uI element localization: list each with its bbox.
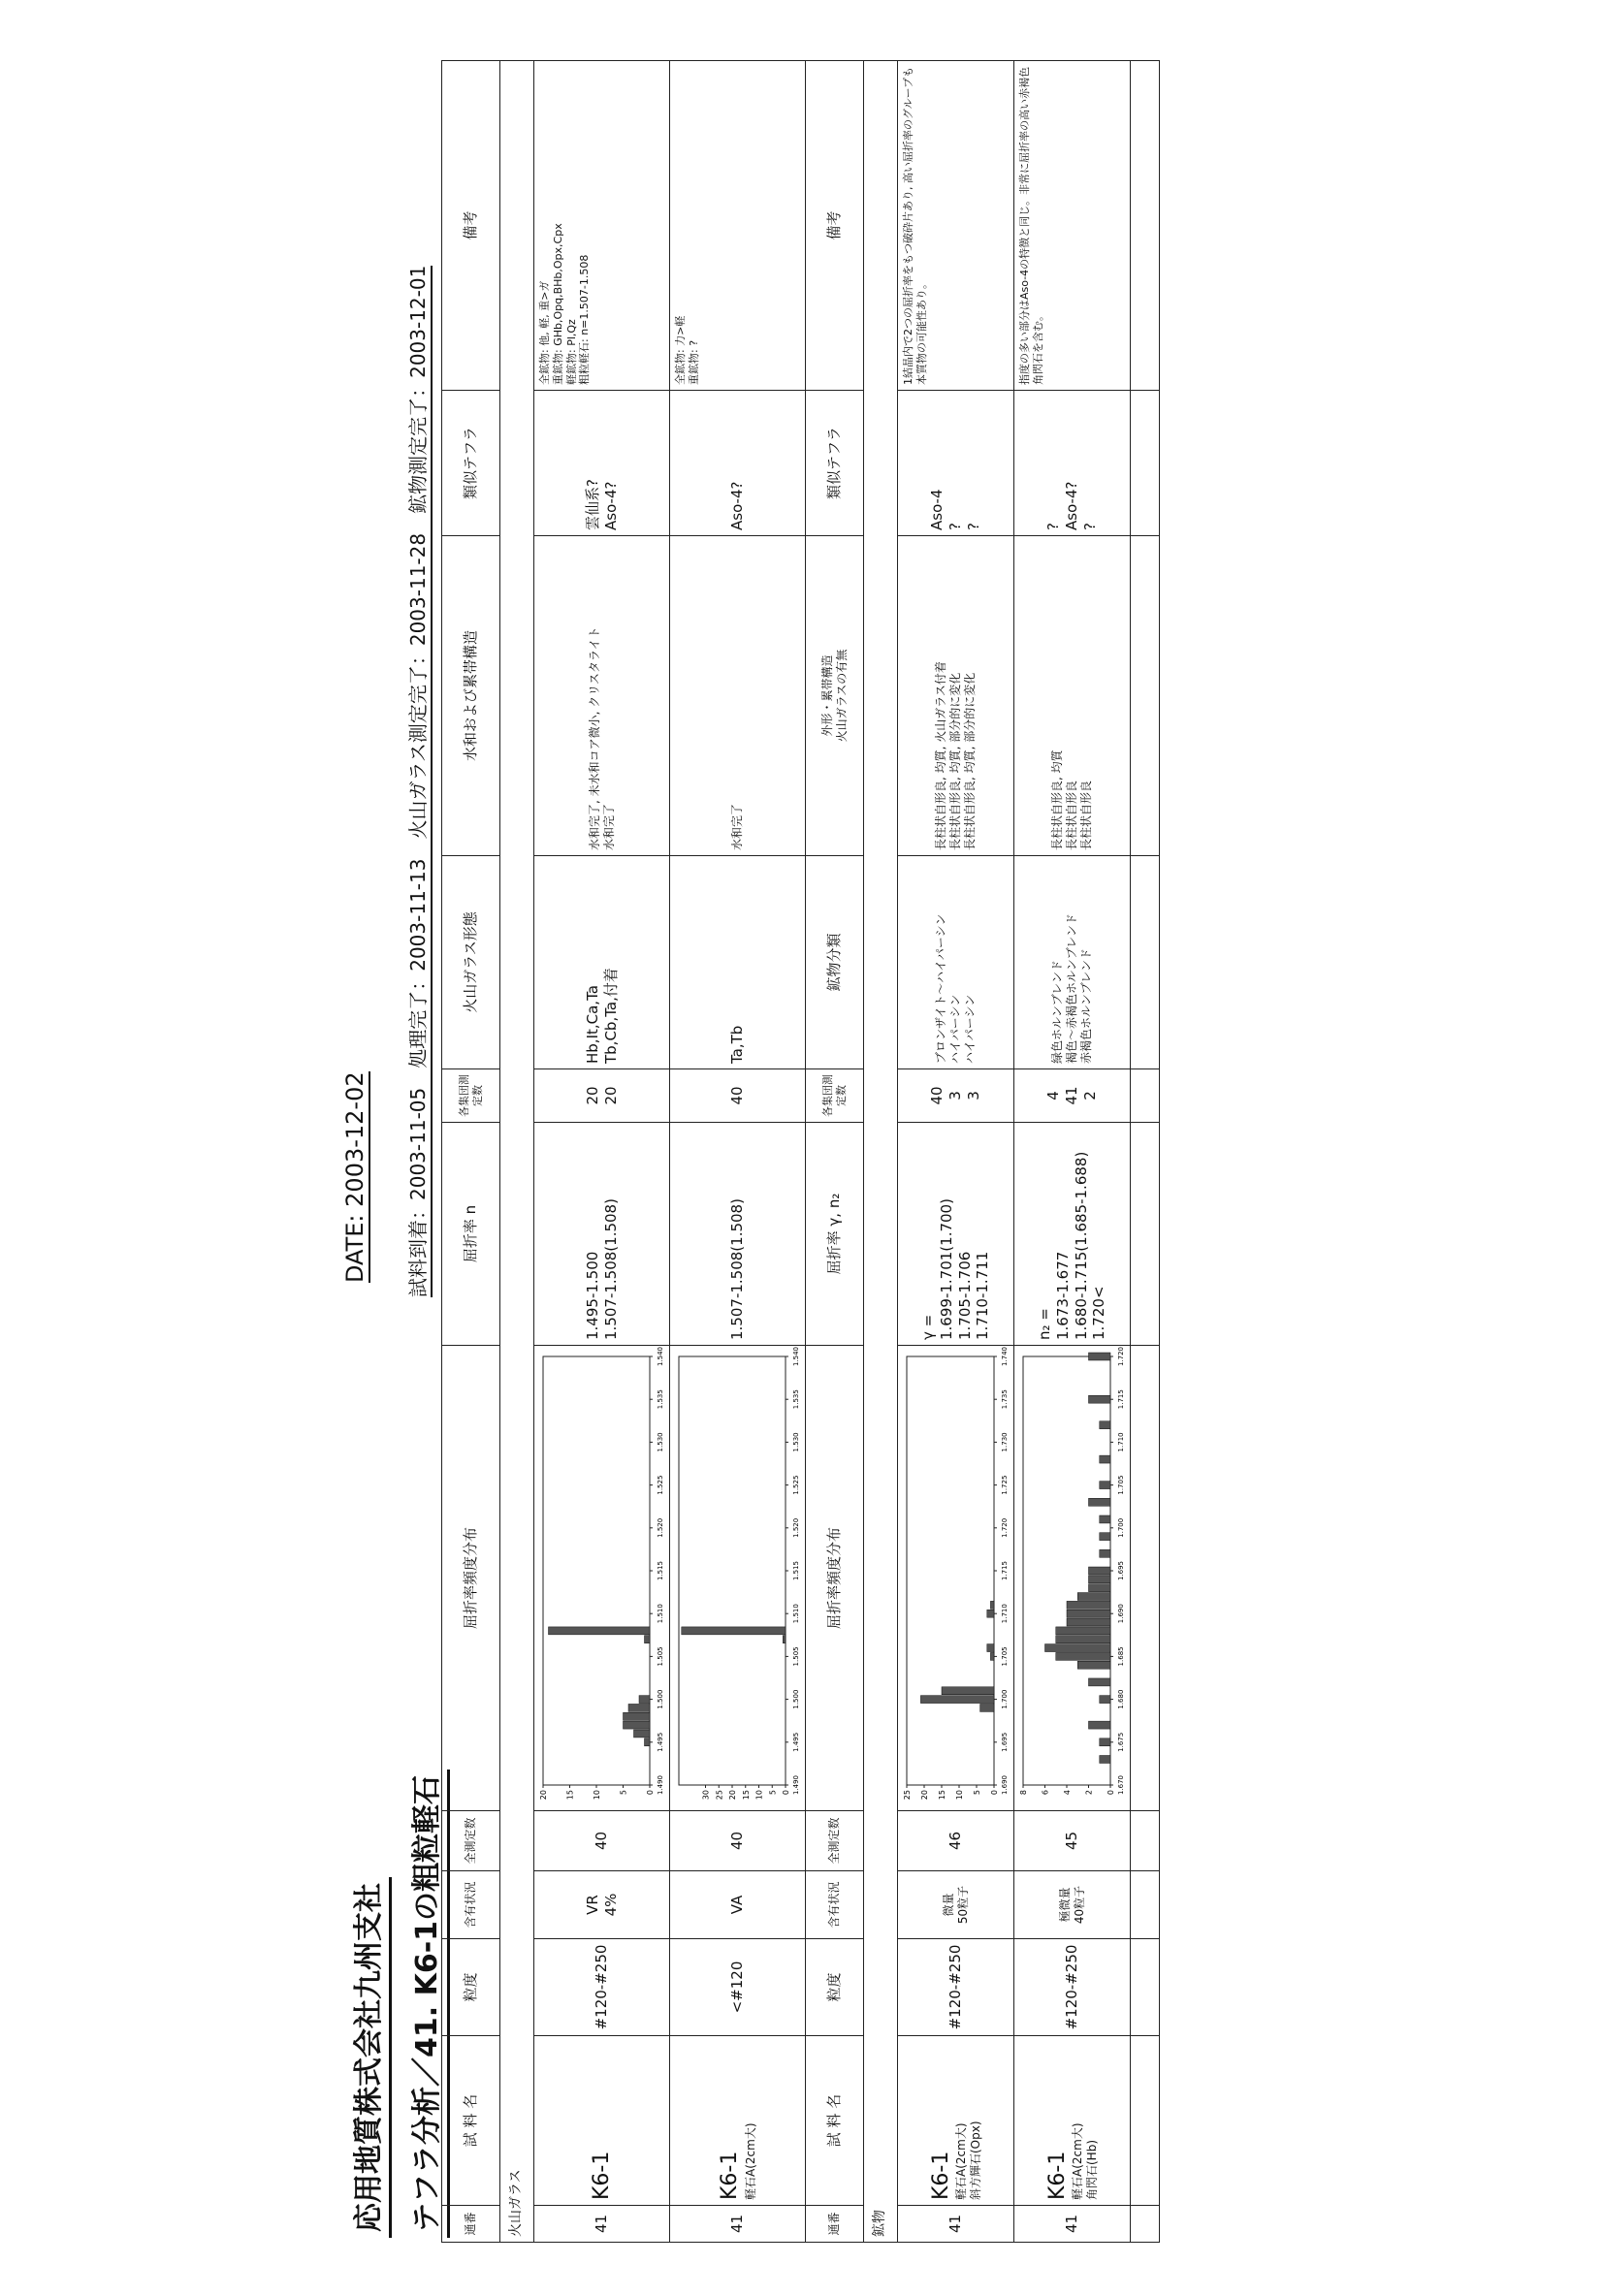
x-tick-label: 1.515	[656, 1560, 664, 1581]
y-tick-label: 0	[645, 1790, 655, 1796]
histogram-bar	[1088, 1576, 1110, 1583]
header-cell: 類似テフラ	[806, 391, 864, 536]
histogram-bar	[1088, 1567, 1110, 1575]
histogram-bar	[986, 1610, 993, 1617]
histogram-cell	[670, 1346, 806, 1811]
x-tick-label: 1.540	[656, 1347, 664, 1367]
histogram-bar	[639, 1696, 650, 1704]
sample-name: K6-1	[589, 2151, 614, 2200]
histogram-bar	[644, 1738, 650, 1746]
header-cell: 屈折率 γ, n₂	[806, 1123, 864, 1346]
y-tick-label: 25	[902, 1790, 912, 1801]
row-no: 41	[898, 2206, 1014, 2243]
header-cell: 試 料 名	[806, 2036, 864, 2206]
sample-subname: 軽石A(2cm大) 角閃石(Hb)	[1071, 2122, 1100, 2200]
x-tick-label: 1.735	[1000, 1389, 1009, 1410]
header-cell: 粒度	[442, 1939, 500, 2036]
x-tick-label: 1.490	[791, 1774, 800, 1796]
total-count: 45	[1014, 1811, 1131, 1871]
histogram-chart	[899, 1347, 1013, 1810]
refractive-index: γ = 1.699-1.701(1.700) 1.705-1.706 1.710-1.711	[898, 1123, 1014, 1346]
histogram-bar	[623, 1712, 650, 1720]
section-row	[864, 61, 898, 2243]
row-no: 41	[534, 2206, 670, 2243]
table-row	[670, 61, 806, 2243]
header-cell: 各集団測定数	[806, 1069, 864, 1123]
x-tick-label: 1.495	[791, 1732, 800, 1752]
x-tick-label: 1.695	[1116, 1560, 1125, 1581]
report-date: DATE: 2003-12-02	[341, 1071, 369, 1283]
process-dates: 試料到着：2003-11-05 処理完了：2003-11-13 火山ガラス測定完了：2003-11-28 鉱物測定完了：2003-12-01	[402, 266, 433, 1297]
similar-tephra: Aso-4?	[670, 391, 806, 536]
zoning: 長柱状自形良, 均質, 火山ガラス付着 長柱状自形良, 均質, 部分的に変化 長柱状自形良, 均質, 部分的に変化	[898, 536, 1014, 856]
histogram-bar	[1088, 1584, 1110, 1592]
histogram-bar	[1067, 1610, 1110, 1617]
y-tick-label: 5	[619, 1790, 627, 1796]
header-cell: 鉱物分類	[806, 856, 864, 1069]
remarks: 全鉱物: 力>軽 重鉱物: ?	[670, 61, 806, 391]
y-tick-label: 2	[1084, 1790, 1093, 1796]
histogram-bar	[1067, 1618, 1110, 1626]
x-tick-label: 1.535	[791, 1389, 800, 1410]
histogram-bar	[548, 1627, 650, 1635]
x-tick-label: 1.670	[1116, 1774, 1125, 1796]
histogram-bar	[1099, 1533, 1109, 1541]
histogram-bar	[681, 1627, 785, 1635]
histogram-chart	[671, 1347, 805, 1810]
histogram-bar	[1088, 1498, 1110, 1506]
mineral-class: ブロンザイト〜ハイパーシン ハイパーシン ハイパーシン	[898, 856, 1014, 1069]
x-tick-label: 1.685	[1116, 1646, 1125, 1667]
histogram-bar	[783, 1636, 786, 1643]
y-tick-label: 0	[989, 1790, 999, 1796]
histogram-cell	[534, 1346, 670, 1811]
group-counts: 40	[670, 1069, 806, 1123]
x-tick-label: 1.520	[791, 1517, 800, 1538]
header-cell: 含有状況	[442, 1871, 500, 1939]
row-no: 41	[1014, 2206, 1131, 2243]
header-cell: 通番	[442, 2206, 500, 2243]
sample-name: K6-1	[1044, 2151, 1070, 2200]
sample-name-cell	[534, 2036, 670, 2206]
header-cell: 類似テフラ	[442, 391, 500, 536]
x-tick-label: 1.700	[1116, 1517, 1125, 1538]
content-status: 極微量 40粒子	[1014, 1871, 1131, 1939]
group-counts: 4 41 2	[1014, 1069, 1131, 1123]
header-cell: 全測定数	[442, 1811, 500, 1871]
y-tick-label: 0	[1106, 1790, 1115, 1796]
histogram-bar	[1099, 1421, 1109, 1429]
histogram-chart	[535, 1347, 669, 1810]
mineral-header-row	[806, 61, 864, 2243]
histogram-bar	[1099, 1738, 1109, 1746]
content-status: 微量 50粒子	[898, 1871, 1014, 1939]
row-no: 41	[670, 2206, 806, 2243]
x-tick-label: 1.510	[791, 1604, 800, 1624]
histogram-bar	[1099, 1756, 1109, 1764]
x-tick-label: 1.525	[791, 1475, 800, 1495]
histogram-bar	[1044, 1644, 1110, 1652]
sample-name-cell	[1014, 2036, 1131, 2206]
sample-name-cell	[670, 2036, 806, 2206]
histogram-bar	[1055, 1636, 1109, 1643]
header-cell: 屈折率頻度分布	[806, 1346, 864, 1811]
x-tick-label: 1.720	[1116, 1347, 1125, 1367]
total-count: 40	[670, 1811, 806, 1871]
y-tick-label: 0	[781, 1790, 790, 1796]
sample-name: K6-1	[718, 2151, 743, 2200]
empty-row	[1131, 61, 1160, 2243]
section-label: 火山ガラス	[500, 61, 534, 2243]
group-counts: 20 20	[534, 1069, 670, 1123]
histogram-bar	[990, 1601, 994, 1609]
header-cell: 備考	[806, 61, 864, 391]
header-cell: 試 料 名	[442, 2036, 500, 2206]
refractive-index: 1.507-1.508(1.508)	[670, 1123, 806, 1346]
section-row	[500, 61, 534, 2243]
plot-frame	[543, 1356, 650, 1785]
remarks: 全鉱物: 他, 軽, 重>ガ 重鉱物: GHb,Opq,BHb,Opx,Cpx 軽鉱物: Pl,Qz 粗粒軽石: n=1.507-1.508	[534, 61, 670, 391]
x-tick-label: 1.720	[1000, 1517, 1009, 1538]
refractive-index: n₂ = 1.673-1.677 1.680-1.715(1.685-1.688) 1.720<	[1014, 1123, 1131, 1346]
header-cell: 備考	[442, 61, 500, 391]
histogram-bar	[623, 1721, 650, 1729]
y-tick-label: 30	[701, 1790, 710, 1801]
header-cell: 水和および累帯構造	[442, 536, 500, 856]
hydration: 水和完了, 未水和コア微小, クリスタライト 水和完了	[534, 536, 670, 856]
header-cell: 外形・累帯構造 火山ガラスの有無	[806, 536, 864, 856]
histogram-bar	[1099, 1549, 1109, 1557]
grain-size: #120-#250	[898, 1939, 1014, 2036]
table-row	[898, 61, 1014, 2243]
histogram-bar	[979, 1704, 993, 1711]
y-tick-label: 20	[919, 1790, 929, 1801]
y-tick-label: 20	[727, 1790, 737, 1801]
histogram-cell	[1014, 1346, 1131, 1811]
x-tick-label: 1.505	[791, 1646, 800, 1667]
section-label: 鉱物	[864, 61, 898, 2243]
histogram-cell	[898, 1346, 1014, 1811]
histogram-bar	[1099, 1455, 1109, 1463]
histogram-bar	[942, 1687, 994, 1695]
x-tick-label: 1.730	[1000, 1432, 1009, 1452]
x-tick-label: 1.740	[1000, 1347, 1009, 1367]
y-tick-label: 20	[538, 1790, 548, 1801]
histogram-bar	[1077, 1593, 1110, 1601]
histogram-bar	[1099, 1696, 1109, 1704]
header-cell: 粒度	[806, 1939, 864, 2036]
refractive-index: 1.495-1.500 1.507-1.508(1.508)	[534, 1123, 670, 1346]
histogram-bar	[990, 1652, 994, 1660]
x-tick-label: 1.535	[656, 1389, 664, 1410]
x-tick-label: 1.500	[656, 1689, 664, 1709]
content-status: VR 4%	[534, 1871, 670, 1939]
header-cell: 火山ガラス形態	[442, 856, 500, 1069]
analysis-table	[441, 60, 1160, 2243]
content-status: VA	[670, 1871, 806, 1939]
remarks: 指度の多い部分はAso-4の特徴と同じ。非常に屈折率の高い赤褐色角閃石を含む。	[1014, 61, 1131, 391]
header-cell: 通番	[806, 2206, 864, 2243]
x-tick-label: 1.705	[1116, 1475, 1125, 1495]
grain-size: #120-#250	[1014, 1939, 1131, 2036]
x-tick-label: 1.700	[1000, 1689, 1009, 1709]
y-tick-label: 5	[767, 1790, 777, 1796]
histogram-bar	[1088, 1353, 1110, 1360]
histogram-bar	[1055, 1652, 1109, 1660]
x-tick-label: 1.495	[656, 1732, 664, 1752]
glass-morphology: Hb,It,Ca,Ta Tb,Cb,Ta,付着	[534, 856, 670, 1069]
histogram-bar	[1099, 1482, 1109, 1489]
sample-name-cell	[898, 2036, 1014, 2206]
plot-frame	[679, 1356, 786, 1785]
header-cell: 屈折率 n	[442, 1123, 500, 1346]
total-count: 40	[534, 1811, 670, 1871]
grain-size: <#120	[670, 1939, 806, 2036]
x-tick-label: 1.505	[656, 1646, 664, 1667]
y-tick-label: 10	[592, 1790, 601, 1801]
x-tick-label: 1.690	[1116, 1604, 1125, 1624]
hydration: 水和完了	[670, 536, 806, 856]
histogram-bar	[633, 1730, 650, 1738]
remarks: 1結晶内で2つの屈折率をもつ破砕片あり, 高い屈折率のグループも本質物の可能性あり。	[898, 61, 1014, 391]
x-tick-label: 1.520	[656, 1517, 664, 1538]
x-tick-label: 1.705	[1000, 1646, 1009, 1667]
histogram-bar	[1099, 1515, 1109, 1523]
plot-frame	[907, 1356, 994, 1785]
y-tick-label: 6	[1041, 1790, 1049, 1796]
company-name: 応用地質株式会社九州支社	[344, 1877, 392, 2238]
y-tick-label: 10	[754, 1790, 763, 1801]
y-tick-label: 15	[565, 1790, 574, 1801]
x-tick-label: 1.695	[1000, 1732, 1009, 1752]
x-tick-label: 1.510	[656, 1604, 664, 1624]
x-tick-label: 1.710	[1116, 1432, 1125, 1452]
histogram-bar	[1077, 1661, 1110, 1669]
table-row	[534, 61, 670, 2243]
histogram-chart	[1015, 1347, 1130, 1810]
histogram-bar	[1088, 1721, 1110, 1729]
total-count: 46	[898, 1811, 1014, 1871]
table-row	[1014, 61, 1131, 2243]
similar-tephra: Aso-4 ? ?	[898, 391, 1014, 536]
group-counts: 40 3 3	[898, 1069, 1014, 1123]
x-tick-label: 1.725	[1000, 1475, 1009, 1495]
y-tick-label: 15	[937, 1790, 946, 1801]
histogram-bar	[920, 1696, 994, 1704]
x-tick-label: 1.500	[791, 1689, 800, 1709]
glass-morphology: Ta,Tb	[670, 856, 806, 1069]
glass-header-row	[442, 61, 500, 2243]
histogram-bar	[1088, 1395, 1110, 1403]
histogram-bar	[1055, 1627, 1109, 1635]
x-tick-label: 1.490	[656, 1774, 664, 1796]
header-cell: 各集団測定数	[442, 1069, 500, 1123]
y-tick-label: 15	[741, 1790, 751, 1801]
sample-subname: 軽石A(2cm大)	[743, 2122, 757, 2200]
x-tick-label: 1.715	[1116, 1389, 1125, 1410]
histogram-bar	[1067, 1601, 1110, 1609]
y-tick-label: 5	[972, 1790, 981, 1796]
header-cell: 全測定数	[806, 1811, 864, 1871]
zoning: 長柱状自形良, 均質 長柱状自形良 長柱状自形良	[1014, 536, 1131, 856]
x-tick-label: 1.710	[1000, 1604, 1009, 1624]
sample-subname: 軽石A(2cm大) 斜方輝石(Opx)	[954, 2121, 983, 2200]
x-tick-label: 1.530	[656, 1432, 664, 1452]
x-tick-label: 1.515	[791, 1560, 800, 1581]
x-tick-label: 1.530	[791, 1432, 800, 1452]
page-title: テフラ分析／41. K6-1の粗粒軽石	[402, 1770, 450, 2238]
x-tick-label: 1.525	[656, 1475, 664, 1495]
x-tick-label: 1.540	[791, 1347, 800, 1367]
histogram-bar	[628, 1704, 650, 1711]
x-tick-label: 1.715	[1000, 1560, 1009, 1581]
x-tick-label: 1.690	[1000, 1774, 1009, 1796]
histogram-bar	[986, 1644, 993, 1652]
y-tick-label: 10	[954, 1790, 964, 1801]
histogram-bar	[1088, 1678, 1110, 1686]
x-tick-label: 1.675	[1116, 1732, 1125, 1752]
grain-size: #120-#250	[534, 1939, 670, 2036]
x-tick-label: 1.680	[1116, 1689, 1125, 1709]
similar-tephra: 雲仙系? Aso-4?	[534, 391, 670, 536]
y-tick-label: 8	[1018, 1790, 1028, 1796]
sample-name: K6-1	[928, 2151, 953, 2200]
y-tick-label: 25	[714, 1790, 723, 1801]
header-cell: 屈折率頻度分布	[442, 1346, 500, 1811]
header-cell: 含有状況	[806, 1871, 864, 1939]
y-tick-label: 4	[1062, 1790, 1072, 1796]
similar-tephra: ? Aso-4? ?	[1014, 391, 1131, 536]
mineral-class: 緑色ホルンブレンド 褐色〜赤褐色ホルンブレンド 赤褐色ホルンブレンド	[1014, 856, 1131, 1069]
histogram-bar	[644, 1636, 650, 1643]
